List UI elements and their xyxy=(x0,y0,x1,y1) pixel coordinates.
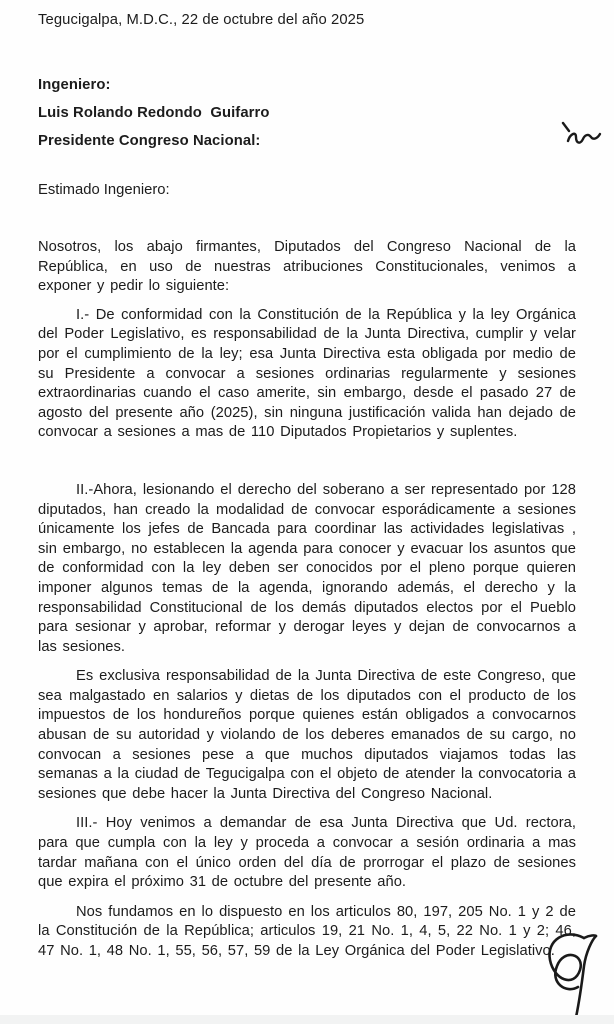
paragraph-responsibility: Es exclusiva responsabilidad de la Junta Directiva de este Congreso, que sea malgastado en salarios y dietas de los diputados con el producto de los impuestos de los hondureños porque quienes están obligados a convocarnos abusan de su autoridad y violando de los deberes emanados de su cargo, no convocan a sesiones pese a que muchos diputados viajamos todas las semanas a la ciudad de Tegucigalpa con el objeto de atender la convocatoria a sesiones que debe hacer la Junta Directiva del Congreso Nacional. xyxy=(38,668,576,802)
paragraph-legal-basis: Nos fundamos en lo dispuesto en los articulos 80, 197, 205 No. 1 y 2 de la Constitución de la República; articulos 19, 21 No. 1, 4, 5, 22 No. 1 y 2; 46, 47 No. 1, 48 No. 1, 55, 56, 57, 59 de la Ley Orgánica del Poder Legislativo. xyxy=(38,903,576,959)
recipient-title: Ingeniero: xyxy=(38,77,111,93)
recipient-name: Luis Rolando Redondo Guifarro xyxy=(38,105,270,121)
recipient-block xyxy=(38,75,576,151)
handwritten-signature-icon xyxy=(538,930,610,1024)
paragraph-intro: Nosotros, los abajo firmantes, Diputados del Congreso Nacional de la República, en uso de nuestras atribuciones Constitucionales, venimos a exponer y pedir lo siguiente: xyxy=(38,239,576,295)
salutation: Estimado Ingeniero: xyxy=(38,182,170,198)
date-line: Tegucigalpa, M.D.C., 22 de octubre del año 2025 xyxy=(38,12,365,28)
recipient-position: Presidente Congreso Nacional: xyxy=(38,133,261,149)
handwritten-squiggle-icon xyxy=(554,116,604,160)
paragraph-point-1: I.- De conformidad con la Constitución de la República y la ley Orgánica del Poder Legislativo, es responsabilidad de la Junta Directiva, cumplir y velar por el cumplimiento de la ley; esa Junta Directiva esta obligada por medio de su Presidente a convocar a sesiones ordinarias regularmente y sesiones extraordinarias cuando el caso amerite, sin embargo, desde el pasado 27 de agosto del presente año (2025), sin ninguna justificación valida han dejado de convocar a sesiones a mas de 110 Diputados Propietarios y suplentes. xyxy=(38,306,576,441)
paragraph-point-2: II.-Ahora, lesionando el derecho del soberano a ser representado por 128 diputados, han creado la modalidad de convocar esporádicamente a sesiones únicamente los jefes de Bancada para coordinar las actividades legislativas , sin embargo, no establecen la agenda para conocer y evacuar los asuntos que de conformidad con la ley deben ser conocidos por el pleno porque quieren imponer algunos temas de la agenda, ignorando además, el derecho y la responsabilidad Constitucional de los demás diputados electos por el Pueblo para sesionar y aprobar, reformar y derogar leyes y dejan de convocarnos a las sesiones. xyxy=(38,481,576,655)
scan-edge-shadow xyxy=(0,1015,614,1024)
paragraph-point-3: III.- Hoy venimos a demandar de esa Junta Directiva que Ud. rectora, para que cumpla con la ley y proceda a convocar a sesión ordinaria a mas tardar mañana con el único orden del día de prorrogar el plazo de sesiones que expira el próximo 31 de octubre del presente año. xyxy=(38,815,576,891)
